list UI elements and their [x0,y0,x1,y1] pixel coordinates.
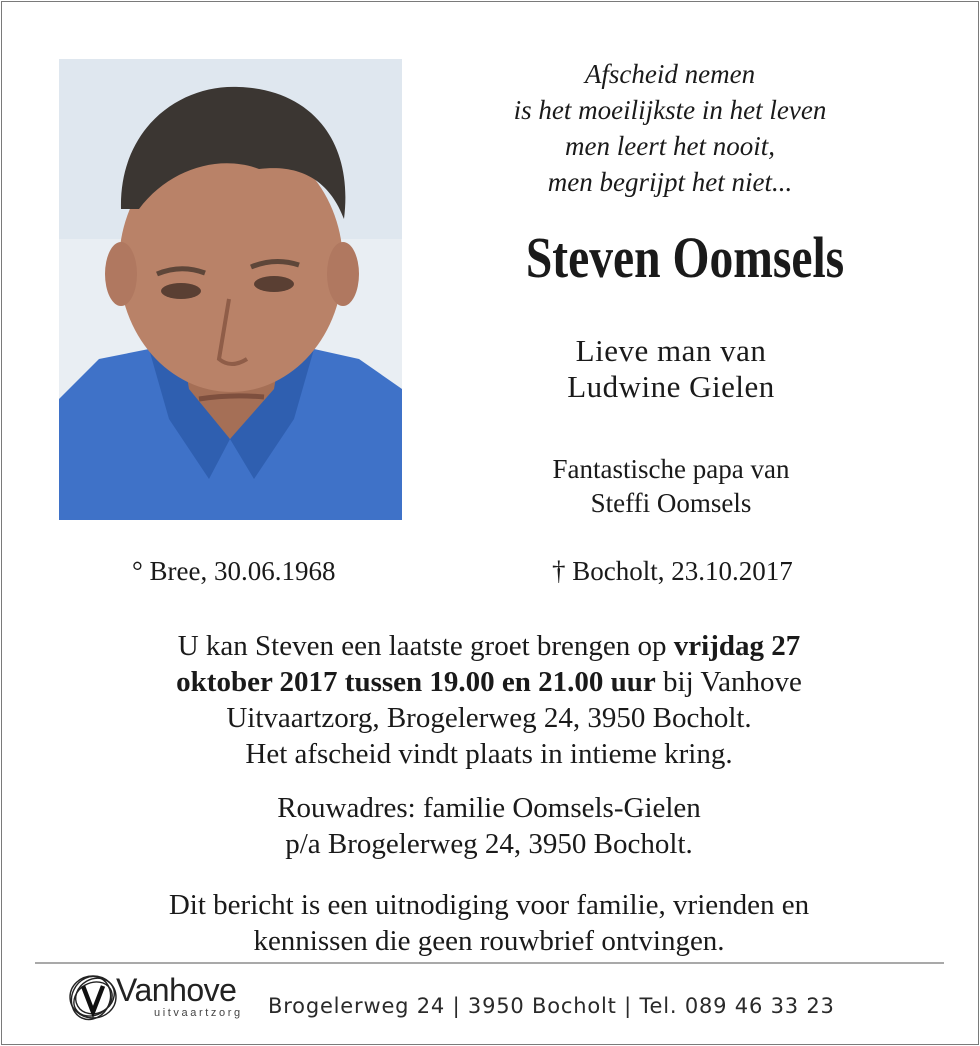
poem-line: men leert het nooit, [565,131,775,161]
mourning-address [40,790,938,862]
visitation-time-bold: oktober 2017 tussen 19.00 en 21.00 uur [176,666,656,698]
spouse-text [440,333,902,405]
address-line: Rouwadres: familie Oomsels-Gielen [277,792,701,824]
death-date: † Bocholt, 23.10.2017 [552,556,793,586]
invitation-notice [40,887,938,959]
poem-line: men begrijpt het niet... [547,167,793,197]
notice-line: Dit bericht is een uitnodiging voor familie, vrienden en [168,889,810,921]
notice-line: kennissen die geen rouwbrief ontvingen. [253,925,725,957]
funeral-home-contact: Brogelerweg 24 | 3950 Bocholt | Tel. 089 46 33 23 [268,994,835,1018]
visitation-text-part: bij Vanhove [655,666,802,698]
visitation-date-bold: vrijdag 27 [673,630,801,662]
poem-line: is het moeilijkste in het leven [513,95,827,125]
farewell-note: Het afscheid vindt plaats in intieme kring. [245,738,733,770]
child-name: Steffi Oomsels [590,488,752,518]
address-line: p/a Brogelerweg 24, 3950 Bocholt. [285,828,693,860]
logo-brand-subtitle: uitvaartzorg [154,1007,243,1019]
visitation-text [40,628,938,772]
birth-date: ° Bree, 30.06.1968 [132,556,336,586]
child-text [440,452,902,520]
vanhove-logo-mark-icon [66,970,120,1024]
visitation-location: Uitvaartzorg, Brogelerweg 24, 3950 Bocholt. [226,702,752,734]
child-line: Fantastische papa van [552,454,790,484]
deceased-name: Steven Oomsels [525,225,845,290]
spouse-line: Lieve man van [575,333,767,368]
vanhove-logo [66,970,256,1026]
spouse-name: Ludwine Gielen [567,369,775,404]
footer-divider [35,962,944,964]
visitation-text-part: U kan Steven een laatste groet brengen op [177,630,674,662]
portrait-photo [59,59,402,520]
memorial-poem [440,56,900,200]
poem-line: Afscheid nemen [584,59,756,89]
logo-brand-name: Vanhove [116,972,237,1008]
